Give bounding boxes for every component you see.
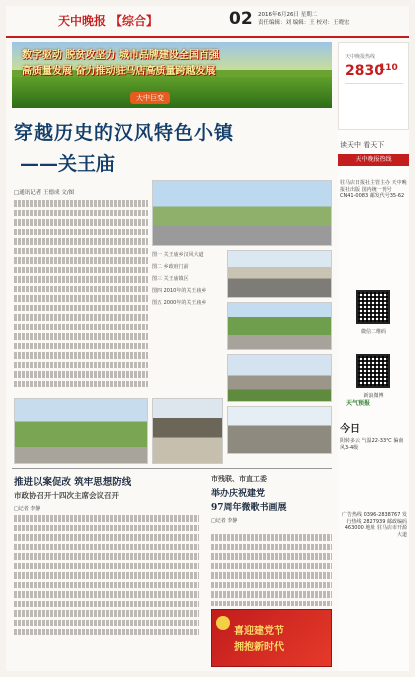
story-headline: 推进以案促改 筑牢思想防线 [14,477,132,488]
photo-street-view [14,398,148,464]
qr-code-icon [356,354,390,388]
sidebar-slogan: 读天中 看天下 [340,141,385,149]
newspaper-page [6,6,409,671]
qr-caption: 微信二维码 [360,329,386,335]
photo-government-building [227,250,332,298]
headline-line-1: 穿越历史的汉风特色小镇 [14,122,235,144]
article-body-column [14,200,148,395]
hotline-tag: 天中晚报热线 [345,54,376,60]
photo-2000-town [227,406,332,454]
banner-landscape [12,77,332,108]
main-headline [14,118,332,176]
right-sidebar [338,42,409,671]
story-exhibition [211,474,332,524]
photo-town-street [227,302,332,350]
story-headline: 举办庆祝建党 [211,489,266,499]
issue-date: 2016年6月26日 星期二 [258,12,318,18]
section-chip: 大中巨变 [130,92,170,104]
photo-caption: 图一 关王庙乡汉风大道 [152,252,204,258]
story-body [14,515,199,635]
photo-market [152,398,223,464]
promo-line-1: 喜迎建党节 [234,626,284,637]
promo-banner [211,609,332,667]
hotline-ad [338,42,409,130]
weather-details: 阴转多云 气温22-33℃ 偏南风3-4级 [340,438,404,451]
section-name: 【综合】 [110,14,159,28]
hotline-suffix: 110 [379,63,398,73]
photo-caption: 图四 2010年的关王庙乡 [152,288,207,294]
contact-info: 广告热线 0396-2838767 发行热线 2827939 邮政编码 463000 地址 驻马店市开源大道 [342,512,407,538]
story-anti-corruption [14,474,199,635]
photo-2010-town [227,354,332,402]
story-byline: □记者 李静 [211,518,238,524]
masthead [6,6,409,38]
party-emblem-icon [216,616,230,630]
qr-code-icon [356,290,390,324]
banner-line-1: 数字驱动 脱贫攻坚力 城市品牌建设全国百强 [22,50,219,61]
story-headline-cont: 97周年微歌书画展 [211,503,287,513]
headline-line-2: ——关王庙 [20,153,116,175]
newspaper-logo: 天中晚报 [58,14,107,28]
qr-caption: 新浪微博 [363,393,384,399]
story-subheadline: 市政协召开十四次主席会议召开 [14,491,119,500]
story-body [211,534,332,606]
weather-today: 今日 [340,424,360,435]
story-pre-headline: 市残联、市直工委 [211,474,267,483]
photo-town-gate [152,180,332,246]
weather-title: 天气预报 [346,400,371,407]
hotline-number: 2830 [345,63,384,79]
issue-info [258,11,350,27]
photo-caption: 图二 乡政府门前 [152,264,189,270]
photo-caption: 图五 2000年的关王庙乡 [152,300,207,306]
section-divider [12,468,332,469]
promo-line-2: 拥抱新时代 [234,642,284,653]
issue-editors: 责任编辑：刘 编辑：王 校对：王晓宏 [258,20,350,26]
publisher-info: 驻马店日报社主管主办 天中晚报社出版 国内统一刊号 CN41-0083 邮发代号35-62 [340,180,407,199]
sidebar-red-bar: 天中晚报热线 [338,154,409,166]
banner-line-2: 高质量发展 奋力推动驻马店高质量跨越发展 [22,66,216,77]
masthead-brand [58,12,158,29]
article-byline: □通讯记者 王德成 文/图 [14,190,75,196]
banner-image [12,42,332,108]
page-number: 02 [229,9,253,29]
photo-caption: 图三 关王庙镇区 [152,276,189,282]
story-byline: □记者 李静 [14,506,41,512]
